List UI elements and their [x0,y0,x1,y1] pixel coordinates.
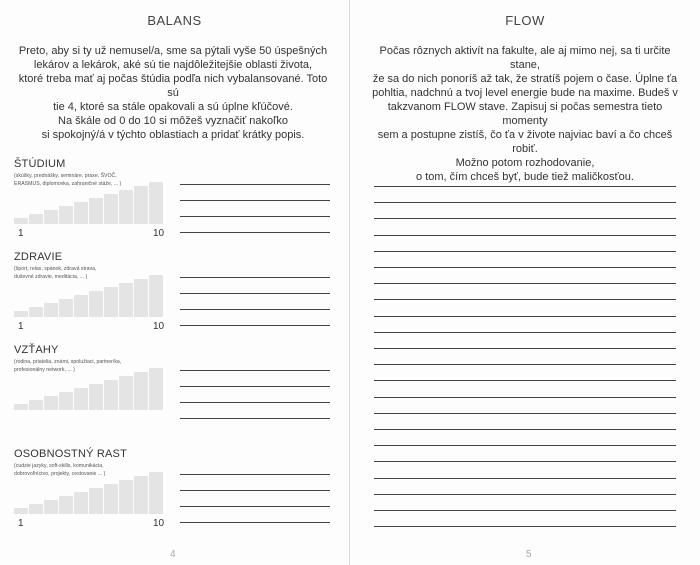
scale-step-9[interactable] [134,279,148,317]
scale-step-7[interactable] [104,380,118,410]
write-line[interactable] [180,184,330,185]
scale-step-8[interactable] [119,376,133,410]
flow-intro [364,44,686,184]
satisfaction-scale[interactable] [14,180,166,224]
write-line[interactable] [180,277,330,278]
description-line: profesionálny network, ... ) [14,367,75,373]
scale-step-2[interactable] [29,307,43,317]
scale-step-1[interactable] [14,311,28,317]
scale-step-4[interactable] [59,392,73,410]
write-line[interactable] [374,283,676,284]
scale-step-4[interactable] [59,496,73,514]
description-line: (šport, relax, spánok, zdravá strava, [14,266,97,272]
scale-step-10[interactable] [149,275,163,317]
scale-max-label: 10 [153,321,165,332]
description-line: duševné zdravie, meditácia, ... ) [14,274,88,280]
write-line[interactable] [374,494,676,495]
scale-step-3[interactable] [44,500,58,514]
page-number-left: 4 [170,549,176,560]
satisfaction-scale[interactable] [14,470,166,514]
scale-step-2[interactable] [29,400,43,410]
scale-step-10[interactable] [149,182,163,224]
scale-max-label: 10 [153,228,165,239]
scale-step-3[interactable] [44,210,58,224]
intro-line: takzvanom FLOW stave. Zapisuj si počas semestra tieto momenty [387,101,663,127]
scale-step-6[interactable] [89,291,103,317]
scale-step-7[interactable] [104,287,118,317]
scale-step-10[interactable] [149,472,163,514]
scale-min-label: 1 [18,518,24,529]
scale-step-2[interactable] [29,214,43,224]
intro-line: pohltia, nadchnú a tvoj level energie bude na maxime. Budeš v [372,87,678,99]
scale-step-9[interactable] [134,476,148,514]
write-line[interactable] [374,251,676,252]
write-line[interactable] [374,510,676,511]
intro-line: si spokojný/á v týchto oblastiach a pridať krátky popis. [41,129,305,141]
scale-step-5[interactable] [74,202,88,224]
write-line[interactable] [180,506,330,507]
write-line[interactable] [180,325,330,326]
intro-line: ktoré treba mať aj počas štúdia podľa nich vybalansované. Toto sú [18,73,328,99]
balans-title: BALANS [147,13,202,28]
intro-line: tie 4, ktoré sa stále opakovali a sú úplne kľúčové. [53,101,293,113]
write-line[interactable] [374,397,676,398]
description-line: dobrovoľníctvo, projekty, cestovanie ... ) [14,471,106,477]
intro-line: že sa do nich ponoríš až tak, že stratíš pojem o čase. Úplne ťa [372,73,678,85]
section-vztahy [14,344,334,434]
scale-step-10[interactable] [149,368,163,410]
intro-line: o tom, čím chceš byť, bude tiež maličkosťou. [416,171,634,183]
section-zdravie [14,251,334,341]
write-line[interactable] [374,299,676,300]
intro-line: lekárov a lekárok, aké sú tie najdôležitejšie oblasti života, [33,59,313,71]
scale-step-2[interactable] [29,504,43,514]
intro-line: sem a postupne zistíš, čo ťa v živote najviac baví a čo chceš robiť. [377,129,673,155]
section-title: OSOBNOSTNÝ RAST [14,448,128,460]
scale-step-6[interactable] [89,384,103,410]
scale-step-5[interactable] [74,388,88,410]
scale-step-4[interactable] [59,206,73,224]
write-line[interactable] [374,461,676,462]
scale-step-1[interactable] [14,404,28,410]
write-line[interactable] [374,348,676,349]
section-studium [14,158,334,248]
scale-min-label: 1 [18,321,24,332]
intro-line: Preto, aby si ty už nemusel/a, sme sa pýtali vyše 50 úspešných [18,45,328,57]
write-line[interactable] [180,418,330,419]
write-line[interactable] [374,332,676,333]
write-line[interactable] [374,413,676,414]
write-line[interactable] [180,232,330,233]
scale-step-8[interactable] [119,480,133,514]
write-line[interactable] [180,309,330,310]
section-title: VZŤAHY [14,344,59,356]
write-line[interactable] [180,474,330,475]
write-line[interactable] [374,526,676,527]
balans-intro [12,44,334,142]
section-title: ZDRAVIE [14,251,63,263]
write-line[interactable] [374,202,676,203]
scale-max-label: 10 [153,518,165,529]
write-line[interactable] [374,235,676,236]
description-line: (rodina, priatelia, známi, spolužiaci, partner/ka, [14,359,122,365]
write-line[interactable] [374,429,676,430]
scale-step-8[interactable] [119,190,133,224]
right-page [350,0,700,565]
write-line[interactable] [374,186,676,187]
scale-min-label: 1 [18,228,24,239]
write-line[interactable] [374,478,676,479]
write-line[interactable] [374,316,676,317]
scale-step-7[interactable] [104,484,118,514]
left-page [0,0,349,565]
write-line[interactable] [180,386,330,387]
write-line[interactable] [374,380,676,381]
scale-step-1[interactable] [14,218,28,224]
intro-line: Na škále od 0 do 10 si môžeš vyznačiť nakoľko [58,115,288,127]
satisfaction-scale[interactable] [14,366,166,410]
scale-step-8[interactable] [119,283,133,317]
write-line[interactable] [180,200,330,201]
write-line[interactable] [374,364,676,365]
description-line: (cudzie jazyky, soft-skills, komunikácia, [14,463,104,469]
write-line[interactable] [374,218,676,219]
write-line[interactable] [180,490,330,491]
write-line[interactable] [180,293,330,294]
section-osobnostny-rast [14,448,334,538]
intro-line: Možno potom rozhodovanie, [455,157,595,169]
write-line[interactable] [374,267,676,268]
description-line: ERASMUS, diplomovka, zahraničné stáže, ... ) [14,181,122,187]
section-title: ŠTÚDIUM [14,158,66,170]
scale-step-9[interactable] [134,186,148,224]
flow-title: FLOW [505,13,545,28]
write-line[interactable] [180,522,330,523]
scale-step-1[interactable] [14,508,28,514]
intro-line: Počas rôznych aktivít na fakulte, ale aj mimo nej, sa ti určite stane, [379,45,671,71]
scale-step-6[interactable] [89,198,103,224]
satisfaction-scale[interactable] [14,273,166,317]
write-line[interactable] [180,216,330,217]
description-line: (skúšky, prednášky, semináre, praxe, ŠVOČ, [14,173,117,179]
scale-step-5[interactable] [74,295,88,317]
scale-step-5[interactable] [74,492,88,514]
scale-step-6[interactable] [89,488,103,514]
write-line[interactable] [180,402,330,403]
write-line[interactable] [180,370,330,371]
scale-step-7[interactable] [104,194,118,224]
scale-step-3[interactable] [44,396,58,410]
write-line[interactable] [374,445,676,446]
scale-step-3[interactable] [44,303,58,317]
page-number-right: 5 [526,549,532,560]
scale-step-9[interactable] [134,372,148,410]
scale-step-4[interactable] [59,299,73,317]
